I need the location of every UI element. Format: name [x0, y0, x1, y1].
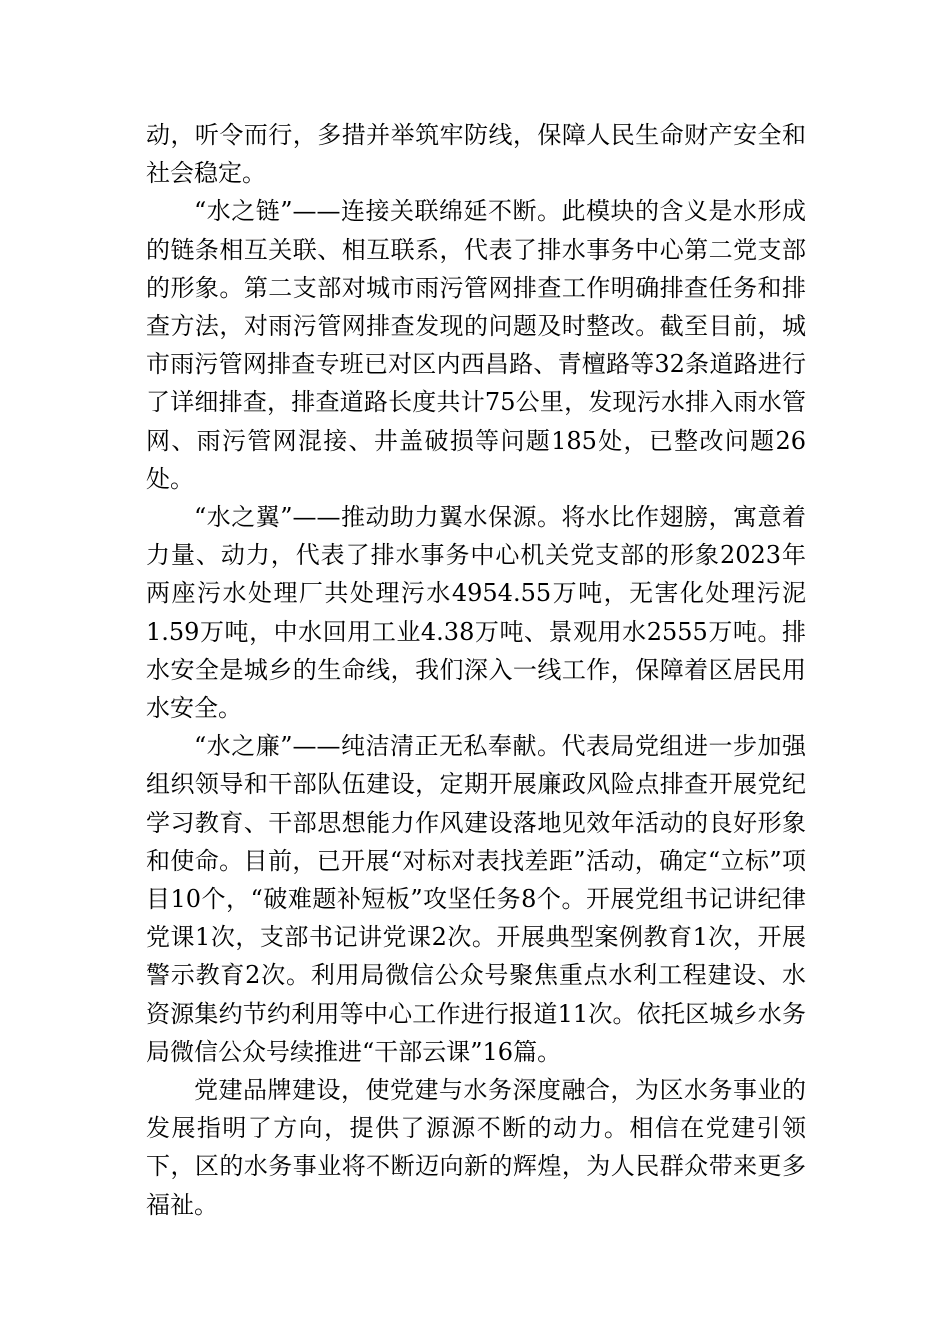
paragraph-continuation: 动，听令而行，多措并举筑牢防线，保障人民生命财产安全和社会稳定。: [146, 121, 806, 188]
paragraph-conclusion: 党建品牌建设，使党建与水务深度融合，为区水务事业的发展指明了方向，提供了源源不断的动力。相信在党建引领下，区的水务事业将不断迈向新的辉煌，为人民群众带来更多福祉。: [146, 1076, 806, 1219]
paragraph-water-wing: “水之翼”——推动助力翼水保源。将水比作翅膀，寓意着力量、动力，代表了排水事务中心机关党支部的形象2023年两座污水处理厂共处理污水4954.55万吨，无害化处理污泥1.59万吨，中水回用工业4.38万吨、景观用水2555万吨。排水安全是城乡的生命线，我们深入一线工作，保障着区居民用水安全。: [146, 503, 806, 723]
body-text: [146, 116, 806, 1224]
paragraph-water-chain: “水之链”——连接关联绵延不断。此模块的含义是水形成的链条相互关联、相互联系，代表了排水事务中心第二党支部的形象。第二支部对城市雨污管网排查工作明确排查任务和排查方法，对雨污管网排查发现的问题及时整改。截至目前，城市雨污管网排查专班已对区内西昌路、青檀路等32条道路进行了详细排查，排查道路长度共计75公里，发现污水排入雨水管网、雨污管网混接、井盖破损等问题185处，已整改问题26处。: [146, 197, 806, 493]
paragraph-water-integrity: “水之廉”——纯洁清正无私奉献。代表局党组进一步加强组织领导和干部队伍建设，定期开展廉政风险点排查开展党纪学习教育、干部思想能力作风建设落地见效年活动的良好形象和使命。目前，已开展“对标对表找差距”活动，确定“立标”项目10个，“破难题补短板”攻坚任务8个。开展党组书记讲纪律党课1次，支部书记讲党课2次。开展典型案例教育1次，开展警示教育2次。利用局微信公众号聚焦重点水利工程建设、水资源集约节约利用等中心工作进行报道11次。依托区城乡水务局微信公众号续推进“干部云课”16篇。: [146, 732, 806, 1066]
